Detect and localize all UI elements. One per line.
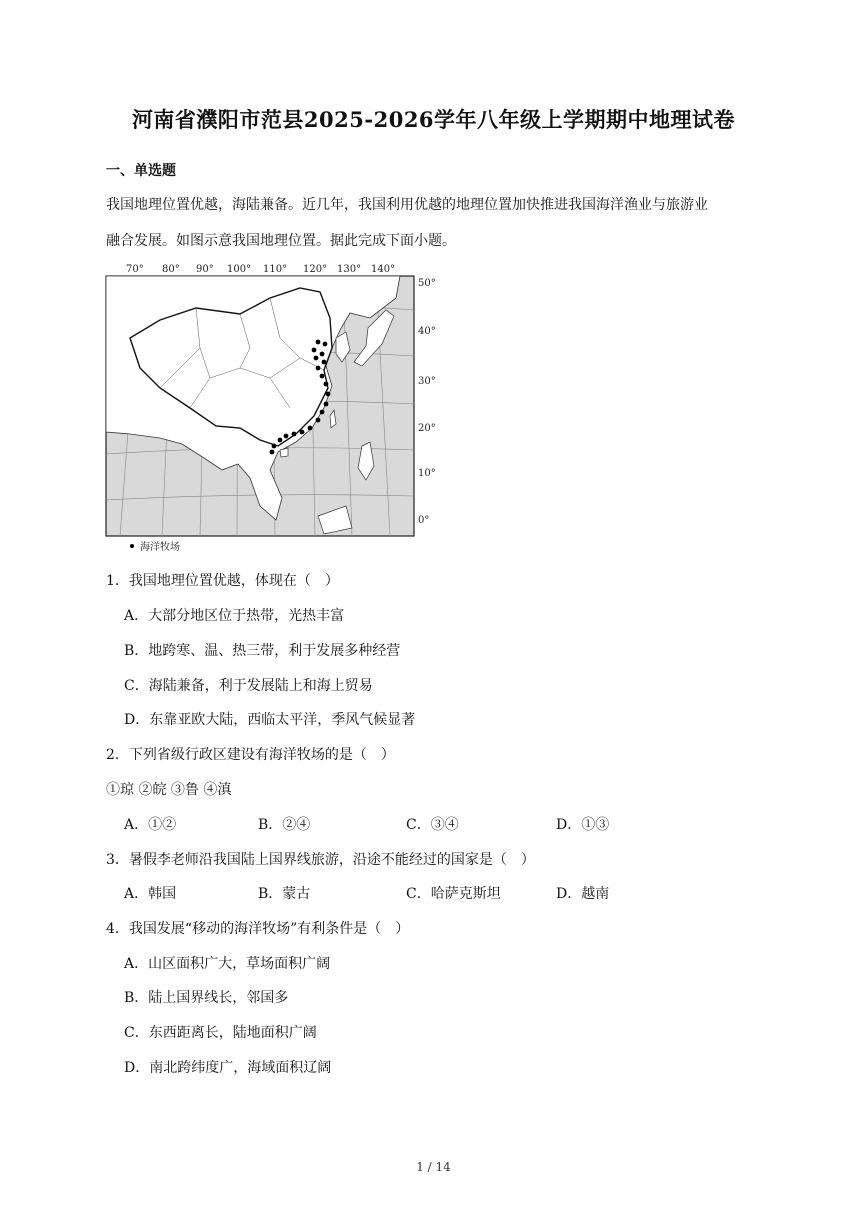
lat-label: 0° bbox=[418, 515, 430, 526]
lon-label: 100° bbox=[227, 264, 252, 275]
question-2-option-b[interactable]: B．②④ bbox=[258, 817, 311, 833]
question-3-stem: 3．暑假李老师沿我国陆上国界线旅游，沿途不能经过的国家是（ ） bbox=[106, 852, 535, 868]
question-1-option-b[interactable]: B．地跨寒、温、热三带，利于发展多种经营 bbox=[124, 643, 401, 659]
question-2-stem: 2．下列省级行政区建设有海洋牧场的是（ ） bbox=[106, 747, 395, 763]
question-2-option-c[interactable]: C．③④ bbox=[406, 817, 459, 833]
lon-label: 140° bbox=[371, 264, 396, 275]
lon-label: 120° bbox=[303, 264, 328, 275]
question-4-stem: 4．我国发展“移动的海洋牧场”有利条件是（ ） bbox=[106, 921, 410, 937]
intro-line-2: 融合发展。如图示意我国地理位置。据此完成下面小题。 bbox=[106, 233, 456, 249]
question-1-option-d[interactable]: D．东靠亚欧大陆，西临太平洋，季风气候显著 bbox=[124, 712, 416, 728]
question-4-option-c[interactable]: C．东西距离长，陆地面积广阔 bbox=[124, 1025, 317, 1041]
question-4-option-b[interactable]: B．陆上国界线长，邻国多 bbox=[124, 990, 289, 1006]
page-number: 1 / 14 bbox=[416, 1160, 451, 1174]
lon-label: 90° bbox=[196, 264, 214, 275]
question-3-option-d[interactable]: D．越南 bbox=[556, 886, 610, 902]
intro-line-1: 我国地理位置优越，海陆兼备。近几年，我国利用优越的地理位置加快推进我国海洋渔业与旅游业 bbox=[106, 197, 708, 213]
section-heading: 一、单选题 bbox=[106, 163, 176, 179]
question-1-option-c[interactable]: C．海陆兼备，利于发展陆上和海上贸易 bbox=[124, 678, 373, 694]
question-3-option-b[interactable]: B．蒙古 bbox=[258, 886, 311, 902]
china-location-map bbox=[100, 258, 446, 556]
question-3-options bbox=[124, 883, 764, 903]
lat-label: 20° bbox=[418, 423, 436, 434]
lon-label: 110° bbox=[263, 264, 288, 275]
lat-label: 10° bbox=[418, 468, 436, 479]
lon-label: 70° bbox=[126, 264, 144, 275]
question-2-option-d[interactable]: D．①③ bbox=[556, 817, 610, 833]
page-title: 河南省濮阳市范县2025-2026学年八年级上学期期中地理试卷 bbox=[131, 107, 736, 132]
question-3-option-c[interactable]: C．哈萨克斯坦 bbox=[406, 886, 501, 902]
lat-label: 50° bbox=[418, 278, 436, 289]
question-3-option-a[interactable]: A．韩国 bbox=[124, 886, 177, 902]
question-2-options bbox=[124, 814, 764, 834]
lon-label: 130° bbox=[337, 264, 362, 275]
map-legend: 海洋牧场 bbox=[140, 542, 180, 553]
lat-label: 30° bbox=[418, 376, 436, 387]
lon-label: 80° bbox=[162, 264, 180, 275]
lat-label: 40° bbox=[418, 326, 436, 337]
question-2-sub: ①琼 ②皖 ③鲁 ④滇 bbox=[106, 782, 232, 798]
question-2-option-a[interactable]: A．①② bbox=[124, 817, 177, 833]
question-4-option-a[interactable]: A．山区面积广大，草场面积广阔 bbox=[124, 956, 331, 972]
question-1-option-a[interactable]: A．大部分地区位于热带，光热丰富 bbox=[124, 608, 345, 624]
question-4-option-d[interactable]: D．南北跨纬度广，海域面积辽阔 bbox=[124, 1060, 332, 1076]
question-1-stem: 1．我国地理位置优越，体现在（ ） bbox=[106, 573, 339, 589]
